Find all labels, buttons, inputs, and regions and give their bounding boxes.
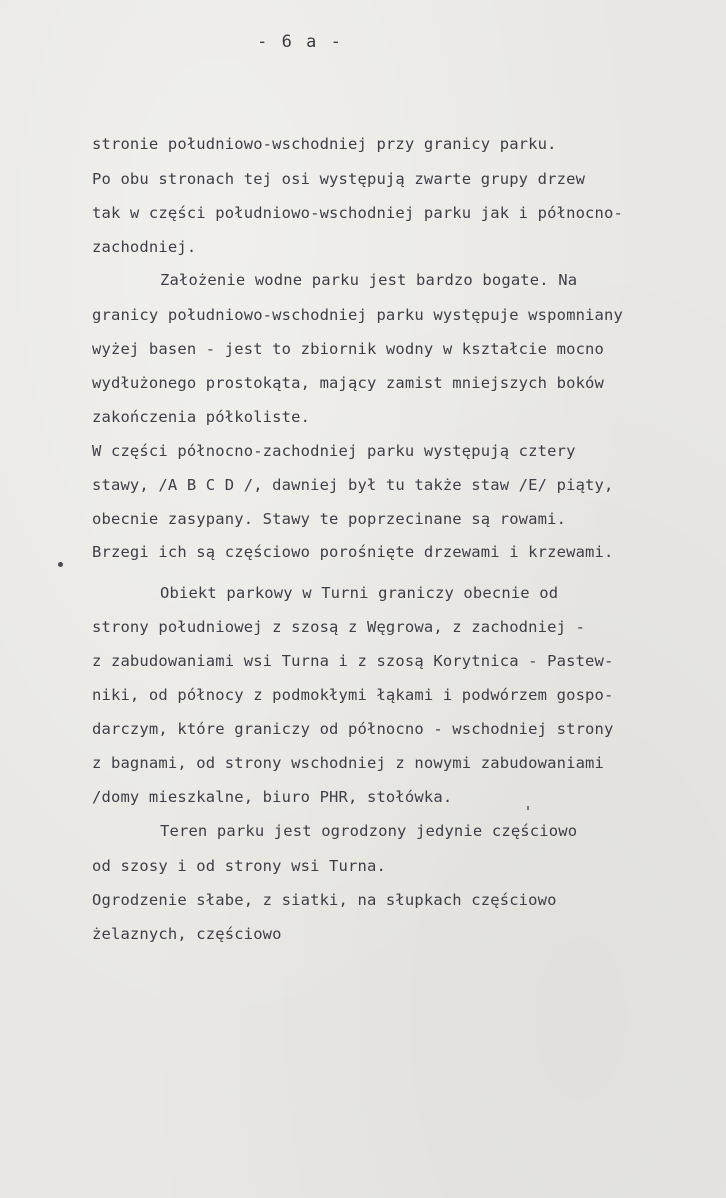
text-line: wyżej basen - jest to zbiornik wodny w kształcie mocno [92,340,605,358]
text-line: Brzegi ich są częściowo porośnięte drzewami i krzewami. [92,543,614,561]
text-line: wydłużonego prostokąta, mający zamist mniejszych boków [92,374,605,392]
text-line: tak w części południowo-wschodniej parku jak i północno- [92,204,623,222]
text-line: darczym, które graniczy od północno - wschodniej strony [92,720,614,738]
text-line: Obiekt parkowy w Turni graniczy obecnie od [160,584,559,602]
text-line: W części północno-zachodniej parku występują cztery [92,442,576,460]
text-line: od szosy i od strony wsi Turna. [92,857,386,875]
text-line: strony południowej z szosą z Węgrowa, z zachodniej - [92,618,586,636]
text-line: Po obu stronach tej osi występują zwarte grupy drzew [92,170,586,188]
text-line: Założenie wodne parku jest bardzo bogate. Na [160,271,578,289]
text-line: zachodniej. [92,238,197,256]
text-line: Ogrodzenie słabe, z siatki, na słupkach częściowo [92,891,557,909]
text-line: obecnie zasypany. Stawy te poprzecinane są rowami. [92,510,567,528]
text-line: stronie południowo-wschodniej przy granicy parku. [92,135,557,153]
text-line: żelaznych, częściowo [92,925,282,943]
text-line: Teren parku jest ogrodzony jedynie częściowo [160,822,578,840]
ink-mark [527,806,529,810]
text-line: stawy, /A B C D /, dawniej był tu także staw /E/ piąty, [92,476,614,494]
text-line: zakończenia półkoliste. [92,408,311,426]
text-line: /domy mieszkalne, biuro PHR, stołówka. [92,788,453,806]
text-line: z bagnami, od strony wschodniej z nowymi zabudowaniami [92,754,605,772]
text-line: granicy południowo-wschodniej parku występuje wspomniany [92,306,623,324]
ink-dot [58,562,63,567]
text-line: z zabudowaniami wsi Turna i z szosą Korytnica - Pastew- [92,652,614,670]
text-line: niki, od północy z podmokłymi łąkami i podwórzem gospo- [92,686,614,704]
page-number: - 6 a - [257,32,343,52]
